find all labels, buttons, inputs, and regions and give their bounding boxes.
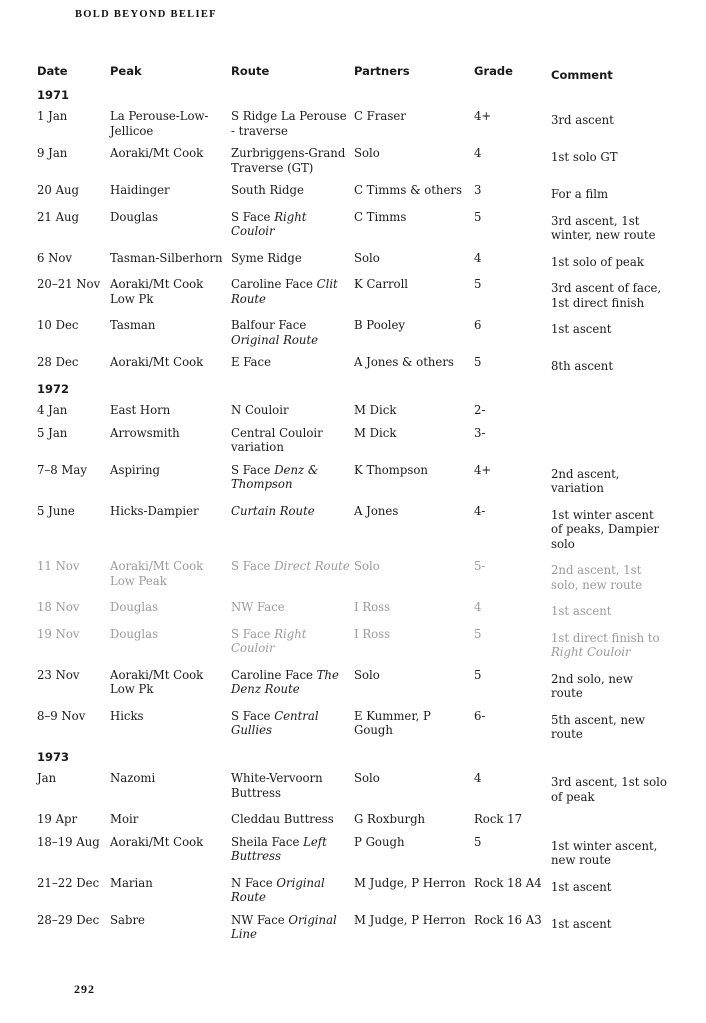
cell-route (231, 504, 354, 560)
cell-date: 18 Nov (37, 600, 80, 614)
route-text: Zurbriggens-Grand Traverse (GT) (231, 146, 346, 175)
route-name-italic: Curtain Route (231, 503, 315, 518)
route-text: NW Face (231, 600, 285, 614)
cell-grade: 4 (474, 250, 482, 265)
cell-comment (551, 835, 667, 876)
comment-text: For a film (551, 187, 609, 201)
cell-partners: G Roxburgh (354, 812, 426, 826)
cell-comment (551, 146, 667, 183)
route-text: Cleddau Buttress (231, 812, 334, 826)
comment-italic: Right Couloir (551, 645, 631, 659)
route-name-italic: Original Route (231, 875, 325, 904)
cell-partners: M Dick (354, 403, 397, 417)
table-row (37, 403, 667, 426)
cell-partners: A Jones & others (354, 355, 454, 369)
cell-comment (551, 426, 667, 463)
table-row (37, 210, 667, 251)
cell-grade: 4 (474, 146, 482, 160)
comment-text: 3rd ascent, 1st solo of peak (551, 775, 667, 804)
route-text: S Face (231, 626, 271, 641)
cell-grade: 4+ (474, 109, 492, 123)
table-row (37, 835, 667, 876)
cell-peak: Sabre (110, 912, 145, 927)
route-text: Balfour Face (231, 318, 307, 332)
cell-peak: Moir (110, 812, 139, 826)
comment-text: 3rd ascent, 1st winter, new route (551, 213, 656, 242)
cell-route (231, 210, 354, 251)
comment-text: 1st direct finish to (551, 630, 660, 645)
cell-comment (551, 709, 667, 750)
cell-grade: 4 (474, 771, 482, 785)
cell-partners: K Carroll (354, 277, 409, 291)
cell-peak: Tasman (110, 318, 156, 332)
cell-partners: M Judge, P Herron (354, 912, 466, 927)
cell-grade: 5 (474, 834, 482, 849)
route-text: S Face (231, 708, 271, 723)
cell-date: 11 Nov (37, 559, 80, 573)
cell-comment (551, 627, 667, 668)
cell-comment (551, 913, 667, 950)
table-row (37, 627, 667, 668)
cell-peak: Douglas (110, 626, 159, 641)
cell-date: 1 Jan (37, 109, 68, 123)
route-text: White-Vervoorn Buttress (231, 771, 323, 800)
cell-comment (551, 277, 667, 318)
cell-route (231, 709, 354, 750)
cell-route (231, 463, 354, 504)
comment-text: 1st ascent (551, 604, 612, 618)
comment-text: 3rd ascent (551, 113, 614, 127)
cell-date: Jan (37, 771, 57, 785)
route-text: S Face (231, 559, 271, 573)
cell-partners: C Timms (354, 209, 407, 224)
route-text: Syme Ridge (231, 250, 302, 265)
cell-peak: Arrowsmith (110, 425, 180, 440)
table-row (37, 812, 667, 835)
cell-partners: M Judge, P Herron (354, 875, 466, 890)
year-row (37, 88, 667, 110)
route-name-italic: Right Couloir (231, 626, 307, 655)
table-row (37, 709, 667, 750)
cell-partners: K Thompson (354, 462, 428, 477)
cell-grade: 3 (474, 183, 482, 197)
cell-route (231, 355, 354, 382)
cell-grade: 5 (474, 355, 482, 369)
route-text: Central Couloir variation (231, 425, 323, 454)
route-name-italic: Direct Route (274, 559, 350, 573)
cell-grade: Rock 18 A4 (474, 875, 542, 890)
cell-route (231, 403, 354, 426)
cell-route (231, 318, 354, 355)
cell-comment (551, 771, 667, 812)
year-row (37, 750, 667, 772)
cell-grade: 4- (474, 503, 486, 518)
cell-grade: 2- (474, 403, 486, 417)
comment-text: 2nd solo, new route (551, 671, 633, 700)
cell-route (231, 668, 354, 709)
cell-date: 10 Dec (37, 318, 79, 332)
cell-route (231, 627, 354, 668)
cell-partners: B Pooley (354, 318, 406, 332)
cell-peak: Aoraki/Mt Cook (110, 355, 204, 369)
cell-route (231, 812, 354, 835)
cell-date: 28 Dec (37, 355, 79, 369)
route-name-italic: Left Buttress (231, 834, 327, 863)
cell-date: 23 Nov (37, 667, 80, 682)
cell-comment (551, 210, 667, 251)
route-name-italic: Denz & Thompson (231, 462, 319, 491)
comment-text: 3rd ascent of face, 1st direct finish (551, 281, 662, 310)
year-row (37, 382, 667, 404)
table-row (37, 355, 667, 382)
year-label: 1971 (37, 87, 70, 102)
table-row (37, 463, 667, 504)
header-comment: Comment (551, 68, 613, 82)
cell-date: 6 Nov (37, 250, 73, 265)
cell-grade: 6- (474, 708, 486, 723)
route-name-italic: Original Line (231, 912, 337, 941)
comment-text: 2nd ascent, 1st solo, new route (551, 563, 643, 592)
comment-text: 2nd ascent, variation (551, 466, 620, 495)
route-text: N Face (231, 875, 273, 890)
table-row (37, 183, 667, 210)
cell-grade: 5 (474, 626, 482, 641)
comment-text: 8th ascent (551, 359, 614, 373)
route-text: Caroline Face (231, 667, 313, 682)
comment-text: 1st ascent (551, 916, 612, 931)
cell-partners: P Gough (354, 834, 405, 849)
table-header-row (37, 60, 667, 88)
cell-route (231, 559, 354, 600)
cell-partners: Solo (354, 146, 380, 160)
cell-peak: Haidinger (110, 183, 170, 197)
cell-comment (551, 403, 667, 426)
cell-comment (551, 600, 667, 627)
cell-peak: Marian (110, 875, 153, 890)
cell-grade: 5- (474, 559, 486, 573)
header-date: Date (37, 64, 68, 78)
table-row (37, 504, 667, 560)
route-text: S Face (231, 209, 271, 224)
cell-partners: C Fraser (354, 109, 406, 123)
cell-comment (551, 463, 667, 504)
cell-date: 20 Aug (37, 183, 80, 197)
table-row (37, 277, 667, 318)
cell-grade: 3- (474, 425, 486, 440)
cell-partners: Solo (354, 771, 380, 785)
cell-date: 28–29 Dec (37, 912, 100, 927)
table-row (37, 876, 667, 913)
cell-peak: East Horn (110, 403, 171, 417)
cell-peak: Hicks-Dampier (110, 503, 199, 518)
cell-date: 9 Jan (37, 146, 68, 160)
cell-route (231, 109, 354, 146)
table-row (37, 251, 667, 278)
cell-peak: Aoraki/Mt Cook (110, 834, 204, 849)
cell-route (231, 876, 354, 913)
cell-partners: Solo (354, 559, 380, 573)
route-name-italic: The Denz Route (231, 667, 339, 696)
table-row (37, 109, 667, 146)
table-row (37, 600, 667, 627)
route-text: Sheila Face (231, 834, 300, 849)
cell-route (231, 913, 354, 950)
cell-route (231, 183, 354, 210)
cell-partners: I Ross (354, 626, 391, 641)
comment-text: 1st winter ascent, new route (551, 838, 658, 867)
cell-route (231, 426, 354, 463)
table-row (37, 146, 667, 183)
table-row (37, 426, 667, 463)
cell-peak: Nazomi (110, 771, 156, 785)
comment-text: 1st ascent (551, 879, 612, 894)
cell-peak: Hicks (110, 708, 144, 723)
route-name-italic: Right Couloir (231, 209, 307, 238)
cell-peak: Douglas (110, 209, 159, 224)
cell-comment (551, 559, 667, 600)
page-number: 292 (74, 982, 95, 996)
cell-partners: Solo (354, 667, 380, 682)
cell-peak: Aoraki/Mt Cook Low Pk (110, 667, 204, 696)
cell-partners: C Timms & others (354, 183, 462, 197)
cell-grade: 5 (474, 209, 482, 224)
header-peak: Peak (110, 64, 142, 78)
cell-date: 20–21 Nov (37, 277, 101, 291)
cell-comment (551, 668, 667, 709)
cell-comment (551, 812, 667, 835)
year-label: 1973 (37, 749, 70, 764)
comment-text: 5th ascent, new route (551, 712, 645, 741)
route-name-italic: Original Route (231, 332, 319, 347)
cell-date: 4 Jan (37, 403, 68, 417)
cell-route (231, 600, 354, 627)
cell-date: 18–19 Aug (37, 834, 100, 849)
ascents-table (37, 60, 667, 950)
cell-comment (551, 504, 667, 560)
cell-peak: Tasman-Silberhorn (110, 250, 223, 265)
header-grade: Grade (474, 64, 513, 78)
route-text: E Face (231, 355, 271, 369)
route-name-italic: Central Gullies (231, 708, 319, 737)
cell-grade: 4 (474, 600, 482, 614)
cell-peak: La Perouse-Low-Jellicoe (110, 109, 209, 138)
cell-comment (551, 318, 667, 355)
cell-partners: Solo (354, 250, 380, 265)
route-text: S Ridge La Perouse - traverse (231, 109, 347, 138)
route-text: South Ridge (231, 183, 304, 197)
cell-route (231, 771, 354, 812)
table-row (37, 318, 667, 355)
cell-partners: M Dick (354, 425, 397, 440)
cell-date: 19 Apr (37, 812, 78, 826)
cell-grade: Rock 16 A3 (474, 912, 542, 927)
comment-text: 1st winter ascent of peaks, Dampier solo (551, 507, 660, 551)
table-row (37, 559, 667, 600)
cell-partners: I Ross (354, 600, 391, 614)
cell-route (231, 835, 354, 876)
cell-peak: Aoraki/Mt Cook Low Peak (110, 559, 204, 588)
table-body (37, 88, 667, 950)
cell-partners: A Jones (354, 503, 399, 518)
comment-text: 1st solo GT (551, 150, 618, 164)
table-row (37, 913, 667, 950)
cell-grade: Rock 17 (474, 812, 523, 826)
cell-comment (551, 876, 667, 913)
cell-date: 7–8 May (37, 462, 87, 477)
cell-comment (551, 109, 667, 146)
cell-date: 21 Aug (37, 209, 80, 224)
route-name-italic: Clit Route (231, 277, 338, 306)
cell-comment (551, 183, 667, 210)
running-head: BOLD BEYOND BELIEF (75, 9, 217, 20)
cell-comment (551, 251, 667, 278)
route-text: Caroline Face (231, 277, 313, 291)
cell-date: 5 Jan (37, 425, 68, 440)
table-row (37, 771, 667, 812)
header-partners: Partners (354, 64, 410, 78)
cell-peak: Aspiring (110, 462, 160, 477)
comment-text: 1st ascent (551, 322, 612, 336)
cell-date: 8–9 Nov (37, 708, 86, 723)
cell-peak: Douglas (110, 600, 159, 614)
cell-peak: Aoraki/Mt Cook (110, 146, 204, 160)
cell-date: 19 Nov (37, 626, 80, 641)
route-text: N Couloir (231, 403, 289, 417)
cell-date: 5 June (37, 503, 75, 518)
route-text: S Face (231, 462, 271, 477)
cell-route (231, 251, 354, 278)
year-label: 1972 (37, 381, 70, 396)
cell-peak: Aoraki/Mt Cook Low Pk (110, 277, 204, 306)
cell-date: 21–22 Dec (37, 875, 100, 890)
cell-grade: 6 (474, 318, 482, 332)
cell-route (231, 146, 354, 183)
header-route: Route (231, 64, 270, 78)
cell-comment (551, 355, 667, 382)
cell-grade: 4+ (474, 462, 492, 477)
table-row (37, 668, 667, 709)
cell-grade: 5 (474, 277, 482, 291)
cell-partners: E Kummer, P Gough (354, 708, 431, 737)
cell-grade: 5 (474, 667, 482, 682)
comment-text: 1st solo of peak (551, 254, 644, 269)
route-text: NW Face (231, 912, 285, 927)
cell-route (231, 277, 354, 318)
